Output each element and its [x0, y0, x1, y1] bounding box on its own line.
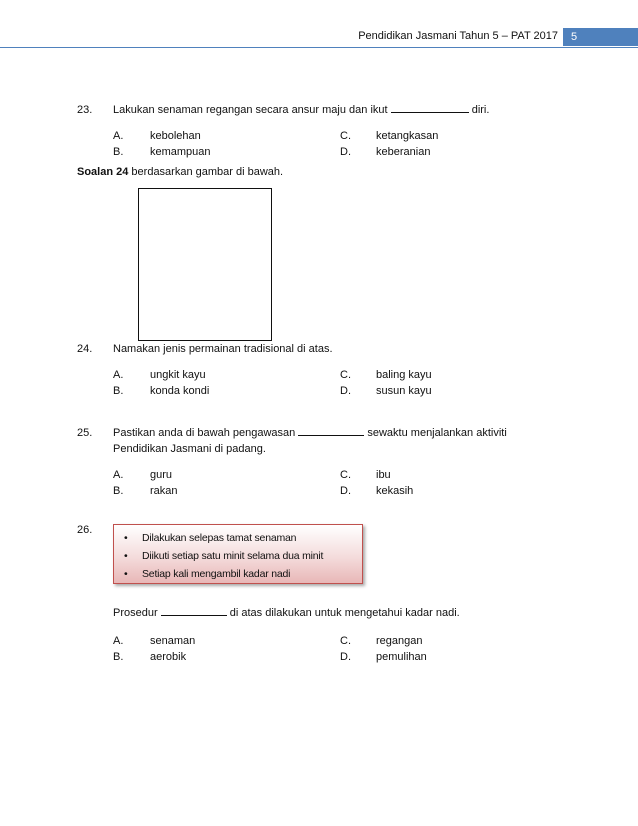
q24-option-c-letter: C. — [340, 369, 351, 381]
q23-option-a-text: kebolehan — [150, 130, 201, 142]
header-divider — [0, 47, 638, 48]
q26-bullet-item — [120, 529, 362, 547]
q25-option-c-text: ibu — [376, 469, 391, 481]
q26-option-b-letter: B. — [113, 651, 124, 663]
q24-number: 24. — [77, 343, 93, 355]
q26-blank — [161, 615, 227, 616]
q23-option-b-text: kemampuan — [150, 146, 211, 158]
q25-option-b-letter: B. — [113, 485, 124, 497]
q26-bullet-item — [120, 565, 362, 583]
q24-option-a-text: ungkit kayu — [150, 369, 206, 381]
bullet-icon: • — [124, 568, 128, 580]
q25-option-a-text: guru — [150, 469, 173, 481]
q26-bullet-text: Diikuti setiap satu minit selama dua minit — [142, 550, 324, 562]
q24-option-a-letter: A. — [113, 369, 124, 381]
q23-text-before: Lakukan senaman regangan secara ansur maju dan ikut — [113, 104, 388, 116]
q25-option-c-letter: C. — [340, 469, 351, 481]
q23-number: 23. — [77, 104, 93, 116]
section-24-intro — [77, 166, 283, 178]
q26-option-a-letter: A. — [113, 635, 124, 647]
q25-option-a-letter: A. — [113, 469, 124, 481]
q24-option-b-text: konda kondi — [150, 385, 210, 397]
q23-option-c-letter: C. — [340, 130, 351, 142]
q23-option-b-letter: B. — [113, 146, 124, 158]
q26-text — [113, 607, 460, 619]
q26-info-box — [113, 524, 363, 584]
q25-option-d-letter: D. — [340, 485, 351, 497]
q23-blank — [391, 112, 469, 113]
q24-text: Namakan jenis permainan tradisional di atas. — [113, 343, 333, 355]
q24-option-b-letter: B. — [113, 385, 124, 397]
q26-option-d-letter: D. — [340, 651, 351, 663]
q24-option-d-text: susun kayu — [376, 385, 432, 397]
q26-bullet-text: Setiap kali mengambil kadar nadi — [142, 568, 291, 580]
bullet-icon: • — [124, 550, 128, 562]
q25-number: 25. — [77, 427, 93, 439]
q26-text-before: Prosedur — [113, 607, 158, 619]
q23-option-d-letter: D. — [340, 146, 351, 158]
q25-option-d-text: kekasih — [376, 485, 414, 497]
q23-text — [113, 104, 489, 116]
q23-option-c-text: ketangkasan — [376, 130, 439, 142]
q26-bullet-item — [120, 547, 362, 565]
q25-text-after: sewaktu menjalankan aktiviti Pendidikan Jasmani di padang. — [113, 427, 507, 455]
q25-option-b-text: rakan — [150, 485, 178, 497]
q26-option-c-letter: C. — [340, 635, 351, 647]
q26-option-b-text: aerobik — [150, 651, 187, 663]
q26-option-a-text: senaman — [150, 635, 196, 647]
q25-text-before: Pastikan anda di bawah pengawasan — [113, 427, 296, 439]
q26-number: 26. — [77, 524, 93, 536]
q26-option-d-text: pemulihan — [376, 651, 427, 663]
section-24-rest: berdasarkan gambar di bawah. — [131, 166, 284, 178]
page-number: 5 — [563, 28, 638, 46]
game-image-placeholder — [138, 188, 272, 341]
q24-option-c-text: baling kayu — [376, 369, 432, 381]
section-24-bold: Soalan 24 — [77, 166, 129, 178]
q23-option-a-letter: A. — [113, 130, 124, 142]
q23-text-after: diri. — [471, 104, 490, 116]
q26-text-after: di atas dilakukan untuk mengetahui kadar nadi. — [229, 607, 460, 619]
q25-text — [113, 425, 563, 457]
q26-bullet-text: Dilakukan selepas tamat senaman — [142, 532, 297, 544]
bullet-icon: • — [124, 532, 128, 544]
q23-option-d-text: keberanian — [376, 146, 431, 158]
q24-option-d-letter: D. — [340, 385, 351, 397]
q26-option-c-text: regangan — [376, 635, 423, 647]
q25-blank — [298, 435, 364, 436]
header-title: Pendidikan Jasmani Tahun 5 – PAT 2017 — [358, 30, 558, 42]
